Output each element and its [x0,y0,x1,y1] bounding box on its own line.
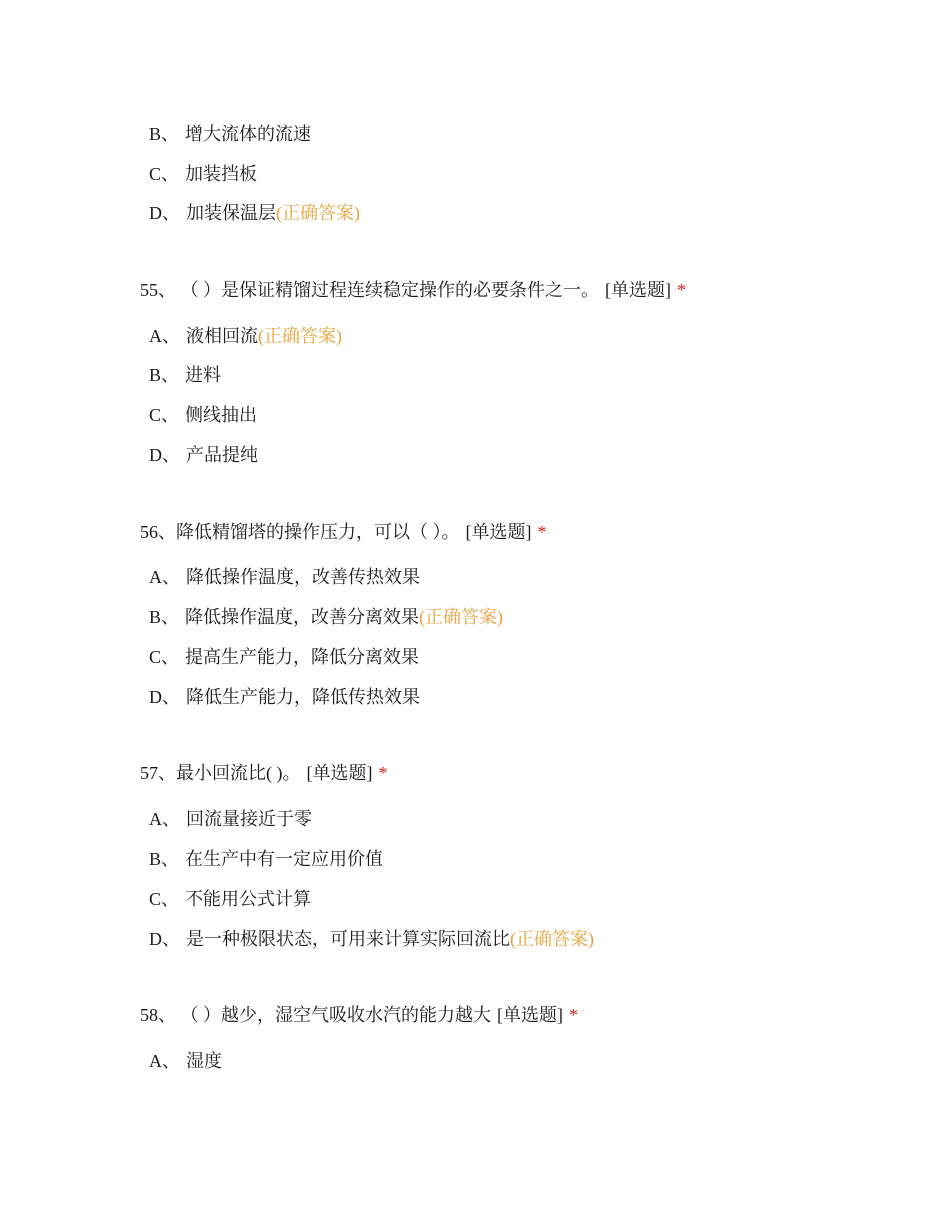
option-text: 降低生产能力，降低传热效果 [186,687,420,707]
option-letter: A、 [149,809,180,829]
option-b [149,605,503,629]
option-d [149,443,258,467]
option-text: 增大流体的流速 [185,124,312,144]
option-a [149,807,312,831]
required-marker: * [378,763,388,783]
question-text: 57、最小回流比( )。 [140,763,301,783]
option-text: 提高生产能力，降低分离效果 [185,647,420,667]
question-57-title [140,761,388,785]
option-text: 不能用公式计算 [185,889,312,909]
required-marker: * [569,1005,578,1025]
option-letter: C、 [149,164,180,184]
option-text: 回流量接近于零 [186,809,312,829]
option-text: 进料 [185,365,222,385]
option-text: 液相回流 [186,326,258,346]
option-a [149,324,342,348]
option-letter: B、 [149,365,180,385]
correct-answer-tag: (正确答案) [510,929,594,949]
option-letter: A、 [149,1051,180,1071]
option-text: 侧线抽出 [185,405,258,425]
question-type: [单选题] [306,763,373,783]
question-56-title [140,520,547,544]
option-text: 加装挡板 [185,164,258,184]
option-d [149,927,594,951]
option-text: 是一种极限状态，可用来计算实际回流比 [186,929,510,949]
option-text: 降低操作温度，改善传热效果 [186,567,420,587]
option-letter: B、 [149,124,180,144]
correct-answer-tag: (正确答案) [258,326,342,346]
option-b [149,122,311,146]
option-c [149,887,311,911]
option-text: 在生产中有一定应用价值 [185,849,384,869]
question-55-title [140,278,686,302]
option-letter: C、 [149,647,180,667]
correct-answer-tag: (正确答案) [276,203,360,223]
option-letter: B、 [149,607,180,627]
question-text: 58、 （ ）越少，湿空气吸收水汽的能力越大 [140,1005,491,1025]
option-text: 降低操作温度，改善分离效果 [185,607,420,627]
option-letter: D、 [149,929,180,949]
option-letter: A、 [149,567,180,587]
option-c [149,162,257,186]
correct-answer-tag: (正确答案) [419,607,504,627]
option-letter: D、 [149,445,180,465]
option-d [149,201,360,225]
option-letter: C、 [149,889,180,909]
required-marker: * [677,280,686,300]
question-type: [单选题] [497,1005,563,1025]
option-letter: D、 [149,203,180,223]
question-type: [单选题] [465,522,532,542]
option-text: 湿度 [186,1051,222,1071]
option-a [149,565,420,589]
option-letter: C、 [149,405,180,425]
option-b [149,847,383,871]
option-c [149,645,419,669]
option-letter: A、 [149,326,180,346]
question-58-title [140,1003,578,1027]
option-text: 产品提纯 [186,445,258,465]
question-type: [单选题] [605,280,671,300]
option-c [149,403,257,427]
question-text: 56、降低精馏塔的操作压力，可以（ ）。 [140,522,460,542]
option-letter: D、 [149,687,180,707]
required-marker: * [537,522,547,542]
question-text: 55、 （ ）是保证精馏过程连续稳定操作的必要条件之一。 [140,280,599,300]
option-a [149,1049,222,1073]
option-b [149,363,221,387]
option-text: 加装保温层 [186,203,276,223]
option-letter: B、 [149,849,180,869]
option-d [149,685,420,709]
